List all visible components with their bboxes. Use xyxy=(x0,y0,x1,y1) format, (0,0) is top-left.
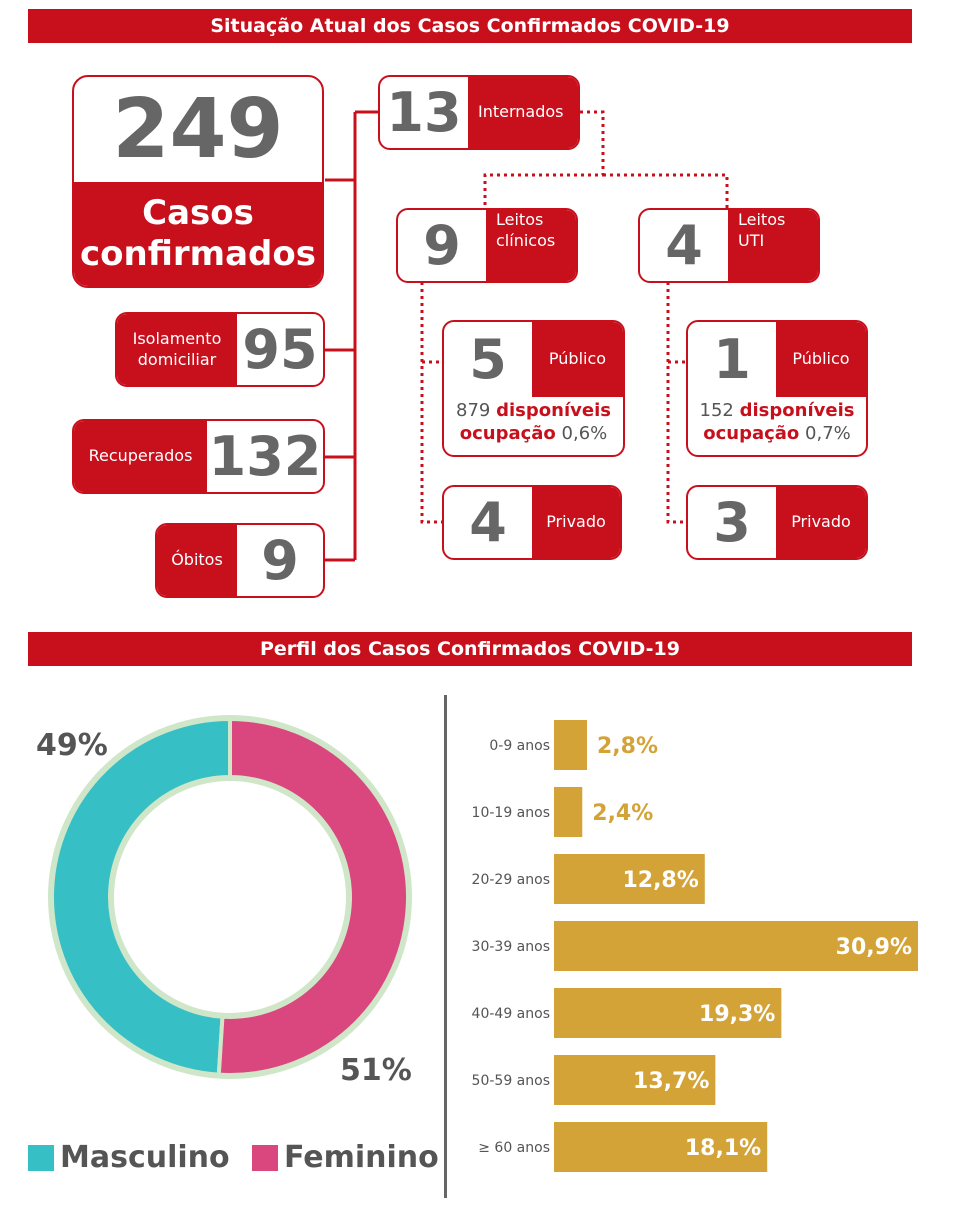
donut-label-female: 51% xyxy=(340,1053,412,1088)
bar-value-label: 19,3% xyxy=(699,1002,776,1027)
recovered-label: Recuperados xyxy=(74,421,207,492)
clinical-beds-value: 9 xyxy=(423,214,461,277)
clinical-private-card xyxy=(442,485,622,560)
hospitalized-card xyxy=(378,75,580,150)
legend-swatch-male xyxy=(28,1145,54,1171)
clinical-beds-card xyxy=(396,208,578,283)
age-bar-chart xyxy=(448,700,928,1200)
clinical-public-value: 5 xyxy=(469,328,507,391)
gender-donut-chart xyxy=(0,700,440,1120)
clinical-beds-label-2: clínicos xyxy=(496,230,556,250)
bar-value-label: 13,7% xyxy=(633,1069,710,1094)
icu-private-label: Privado xyxy=(776,487,866,558)
deaths-label: Óbitos xyxy=(157,525,237,596)
icu-private-card xyxy=(686,485,868,560)
legend-item-female xyxy=(252,1140,439,1175)
clinical-private-value: 4 xyxy=(469,491,507,554)
legend-item-male xyxy=(28,1140,230,1175)
bar-category-label: 0-9 anos xyxy=(489,738,550,754)
bar-category-label: ≥ 60 anos xyxy=(478,1140,550,1156)
icu-beds-value: 4 xyxy=(665,214,703,277)
clinical-public-label: Público xyxy=(532,322,623,397)
confirmed-cases-card xyxy=(72,75,324,288)
bar-value-label: 18,1% xyxy=(684,1136,762,1161)
chart-divider xyxy=(444,695,447,1198)
deaths-card xyxy=(155,523,325,598)
confirmed-label-2: confirmados xyxy=(80,234,316,274)
clinical-public-capacity: 879 disponíveis ocupação 0,6% xyxy=(456,400,611,444)
clinical-public-card xyxy=(442,320,625,457)
icu-private-value: 3 xyxy=(713,491,751,554)
legend-label-female: Feminino xyxy=(284,1140,439,1175)
bar-value-label: 2,4% xyxy=(592,801,654,826)
isolation-label-1: Isolamento xyxy=(132,328,222,348)
confirmed-value: 249 xyxy=(112,82,284,177)
bar xyxy=(554,720,587,770)
profile-header: Perfil dos Casos Confirmados COVID-19 xyxy=(28,632,912,666)
legend-label-male: Masculino xyxy=(60,1140,230,1175)
isolation-value: 95 xyxy=(242,318,318,381)
icu-public-value: 1 xyxy=(713,328,751,391)
confirmed-label-1: Casos xyxy=(142,193,254,234)
icu-beds-label-1: Leitos xyxy=(738,210,786,229)
clinical-beds-label-1: Leitos xyxy=(496,210,544,229)
deaths-value: 9 xyxy=(261,529,299,592)
isolation-label-2: domiciliar xyxy=(137,349,217,369)
icu-public-label: Público xyxy=(776,322,866,397)
hospitalized-value: 13 xyxy=(386,81,462,144)
hospitalized-label: Internados xyxy=(468,77,578,148)
bar-category-label: 50-59 anos xyxy=(471,1073,550,1089)
recovered-value: 132 xyxy=(208,425,322,488)
donut-label-male: 49% xyxy=(36,728,108,763)
status-header: Situação Atual dos Casos Confirmados COVID-19 xyxy=(28,9,912,43)
donut-hole xyxy=(112,779,348,1015)
bar-category-label: 40-49 anos xyxy=(471,1006,550,1022)
clinical-private-label: Privado xyxy=(532,487,620,558)
icu-beds-card xyxy=(638,208,820,283)
icu-public-card xyxy=(686,320,868,457)
icu-beds-label-2: UTI xyxy=(738,230,765,250)
legend-swatch-female xyxy=(252,1145,278,1171)
bar-category-label: 30-39 anos xyxy=(471,939,550,955)
bar-value-label: 30,9% xyxy=(835,935,912,960)
bar-category-label: 20-29 anos xyxy=(471,872,550,888)
recovered-card xyxy=(72,419,325,494)
bar-category-label: 10-19 anos xyxy=(471,805,550,821)
icu-public-capacity: 152 disponíveis ocupação 0,7% xyxy=(699,400,855,444)
bar-value-label: 2,8% xyxy=(596,734,658,759)
bar-value-label: 12,8% xyxy=(622,868,699,893)
bar xyxy=(554,787,582,837)
isolation-card xyxy=(115,312,325,387)
